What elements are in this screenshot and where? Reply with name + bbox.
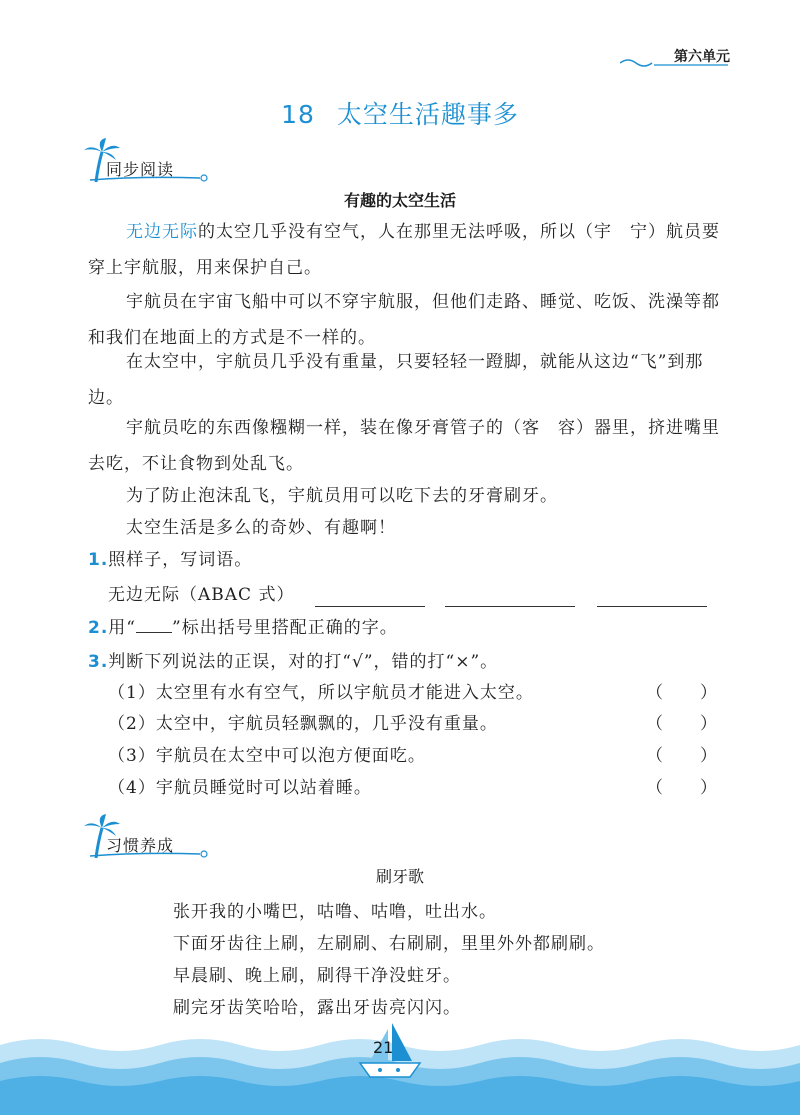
article-paragraph-1: 无边无际的太空几乎没有空气，人在那里无法呼吸，所以（宇 宁）航员要穿上宇航服，用来保护自己。	[88, 222, 720, 278]
article-paragraph-5: 为了防止泡沫乱飞，宇航员用可以吃下去的牙膏刷牙。	[126, 486, 558, 506]
question-2: 2.用“ ”标出括号里搭配正确的字。	[88, 618, 398, 638]
answer-blank-1[interactable]	[315, 588, 425, 607]
highlighted-word: 无边无际	[126, 222, 198, 242]
section-badge-reading	[82, 138, 217, 186]
wave-footer-decoration	[0, 1015, 800, 1115]
underline-sample	[136, 618, 172, 633]
judgment-item-3: （3）宇航员在太空中可以泡方便面吃。 （ ）	[108, 741, 718, 771]
question-number: 3.	[88, 652, 109, 672]
question-3: 3.判断下列说法的正误，对的打“√”，错的打“×”。	[88, 652, 499, 672]
poem-line-2: 下面牙齿往上刷，左刷刷、右刷刷，里里外外都刷刷。	[173, 934, 605, 954]
poem-line-1: 张开我的小嘴巴，咕噜、咕噜，吐出水。	[173, 902, 497, 922]
page-number: 21	[373, 1038, 394, 1057]
question-1-example: 无边无际（ABAC 式）	[108, 585, 295, 605]
poem-line-3: 早晨刷、晚上刷，刷得干净没蛀牙。	[173, 966, 461, 986]
lesson-title	[0, 95, 800, 131]
answer-paren-4[interactable]: （ ）	[646, 778, 718, 798]
answer-paren-1[interactable]: （ ）	[646, 683, 718, 703]
lesson-number: 18	[281, 100, 315, 129]
answer-paren-3[interactable]: （ ）	[646, 746, 718, 766]
judgment-item-4: （4）宇航员睡觉时可以站着睡。 （ ）	[108, 773, 718, 803]
section-label-habit: 习惯养成	[106, 836, 175, 855]
lesson-title-text: 太空生活趣事多	[336, 100, 519, 129]
answer-blank-2[interactable]	[445, 588, 575, 607]
section-badge-habit	[82, 814, 217, 862]
section-label-reading: 同步阅读	[106, 160, 175, 179]
judgment-item-2: （2）太空中，宇航员轻飘飘的，几乎没有重量。 （ ）	[108, 709, 718, 739]
article-paragraph-2: 宇航员在宇宙飞船中可以不穿宇航服，但他们走路、睡觉、吃饭、洗澡等都和我们在地面上的方式是不一样的。	[88, 292, 720, 348]
question-number: 2.	[88, 618, 109, 638]
article-paragraph-4: 宇航员吃的东西像糨糊一样，装在像牙膏管子的（客 容）器里，挤进嘴里去吃，不让食物到处乱飞。	[88, 418, 720, 474]
article-title: 有趣的太空生活	[343, 191, 456, 210]
answer-paren-2[interactable]: （ ）	[646, 714, 718, 734]
poem-line-4: 刷完牙齿笑哈哈，露出牙齿亮闪闪。	[173, 998, 461, 1018]
article-paragraph-6: 太空生活是多么的奇妙、有趣啊！	[126, 518, 396, 538]
judgment-item-1: （1）太空里有水有空气，所以宇航员才能进入太空。 （ ）	[108, 678, 718, 708]
poem-title: 刷牙歌	[375, 867, 424, 886]
answer-blank-3[interactable]	[597, 588, 707, 607]
unit-tag: 第六单元	[674, 49, 730, 65]
question-number: 1.	[88, 550, 109, 570]
question-1: 1.照样子，写词语。	[88, 550, 253, 570]
article-paragraph-3: 在太空中，宇航员几乎没有重量，只要轻轻一蹬脚，就能从这边“飞”到那边。	[88, 352, 704, 408]
